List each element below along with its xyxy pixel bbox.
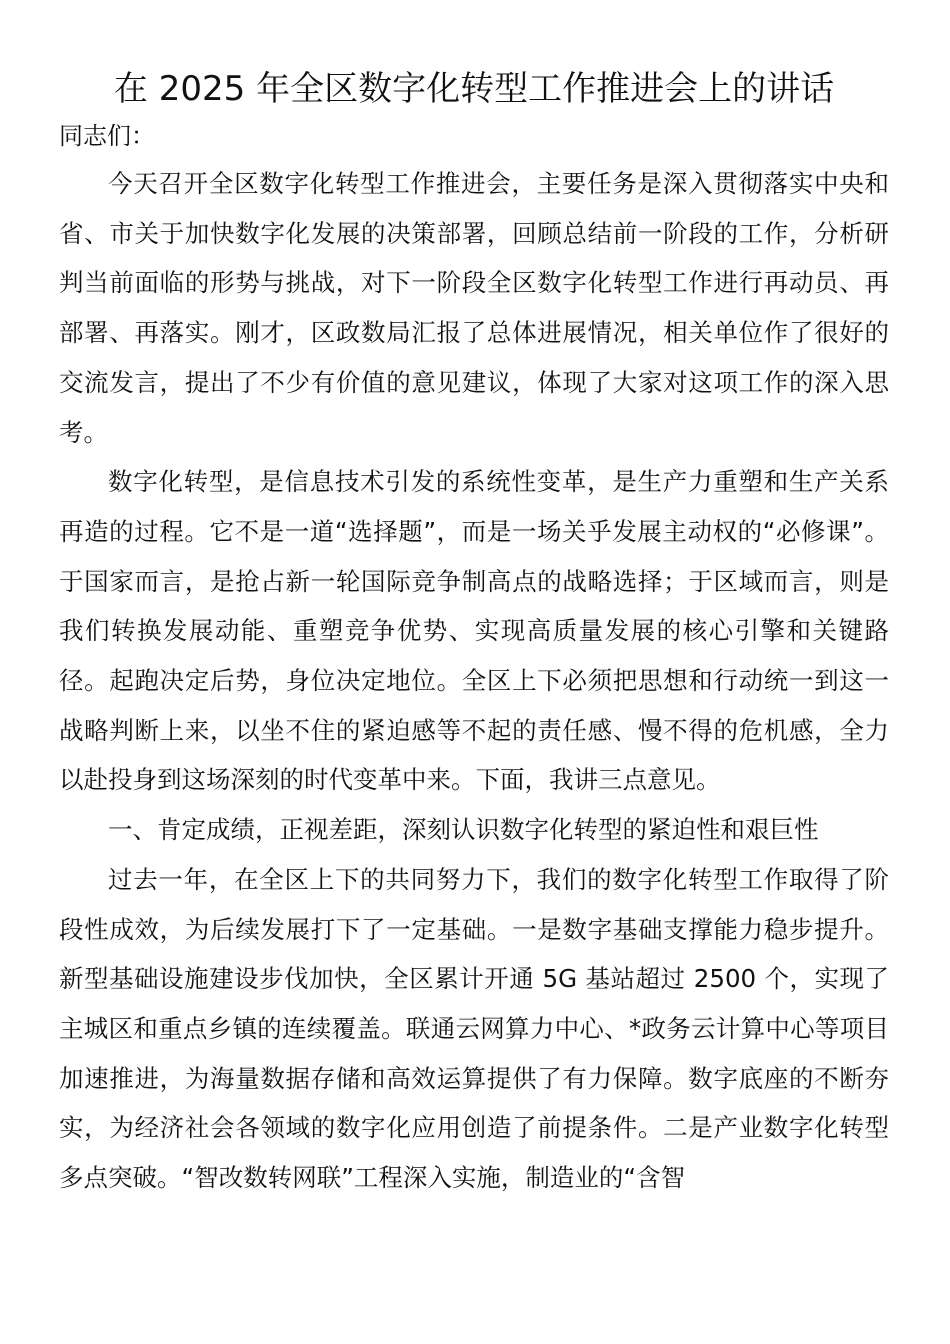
document-title: 在 2025 年全区数字化转型工作推进会上的讲话 <box>113 69 835 109</box>
section-heading: 一、肯定成绩，正视差距，深刻认识数字化转型的紧迫性和艰巨性 <box>108 815 819 845</box>
paragraph-significance: 数字化转型，是信息技术引发的系统性变革，是生产力重塑和生产关系再造的过程。它不是一道“选择题”，而是一场关乎发展主动权的“必修课”。于国家而言，是抢占新一轮国际竞争制高点的战略选择；于区域而言，则是我们转换发展动能、重塑竞争优势、实现高质量发展的核心引擎和关键路径。起跑决定后势，身位决定地位。全区上下必须把思想和行动统一到这一战略判断上来，以坐不住的紧迫感等不起的责任感、慢不得的危机感，全力以赴投身到这场深刻的时代变革中来。下面，我讲三点意见。 <box>59 467 889 795</box>
document-page <box>59 62 889 1203</box>
paragraph-opening: 今天召开全区数字化转型工作推进会，主要任务是深入贯彻落实中央和省、市关于加快数字化发展的决策部署，回顾总结前一阶段的工作，分析研判当前面临的形势与挑战，对下一阶段全区数字化转型工作进行再动员、再部署、再落实。刚才，区政数局汇报了总体进展情况，相关单位作了很好的交流发言，提出了不少有价值的意见建议，体现了大家对这项工作的深入思考。 <box>59 169 889 447</box>
salutation: 同志们： <box>59 122 155 150</box>
paragraph-achievements: 过去一年，在全区上下的共同努力下，我们的数字化转型工作取得了阶段性成效，为后续发展打下了一定基础。一是数字基础支撑能力稳步提升。新型基础设施建设步伐加快，全区累计开通 5G 基站超过 2500 个，实现了主城区和重点乡镇的连续覆盖。联通云网算力中心、*政务云计算中心等项目加速推进，为海量数据存储和高效运算提供了有力保障。数字底座的不断夯实，为经济社会各领域的数字化应用创造了前提条件。二是产业数字化转型多点突破。“智改数转网联”工程深入实施，制造业的“含智 <box>59 864 889 1193</box>
